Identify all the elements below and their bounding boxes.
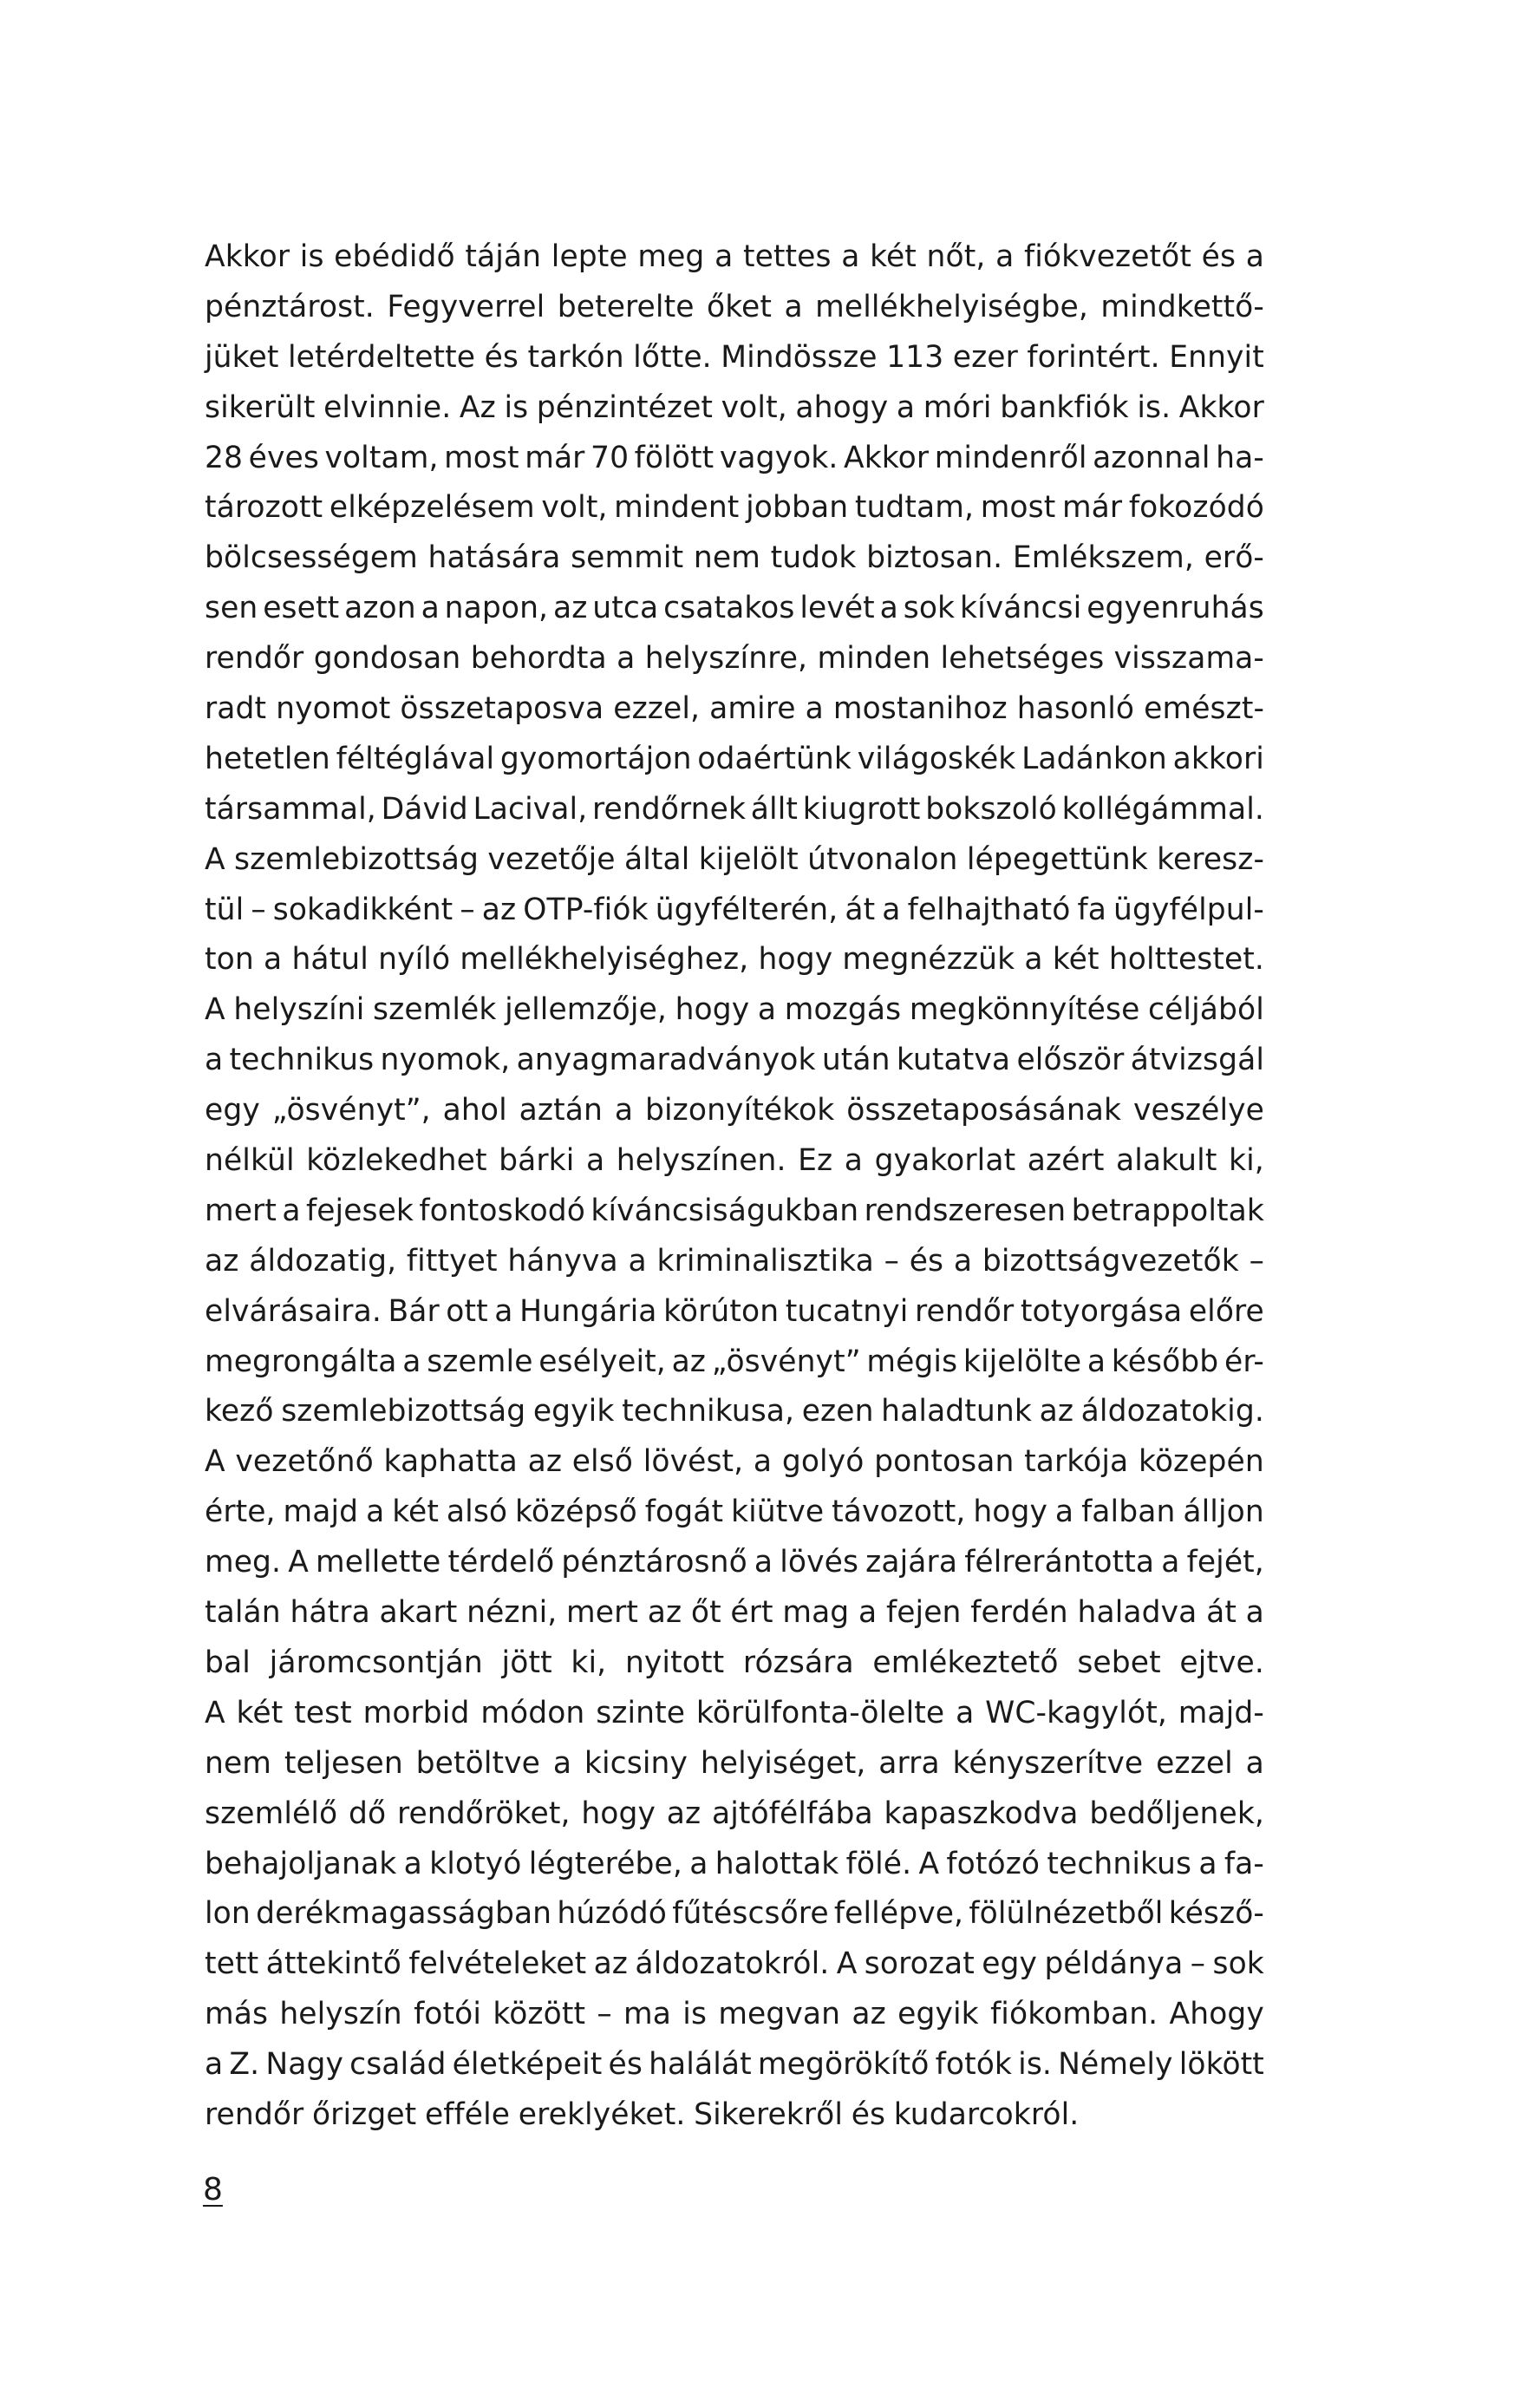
text-line: társammal, Dávid Lacival, rendőrnek állt kiugrott bokszoló kollégámmal. — [205, 791, 1264, 827]
text-line: A két test morbid módon szinte körülfonta-ölelte a WC-kagylót, majd- — [205, 1695, 1264, 1730]
text-line: behajoljanak a klotyó légterébe, a halottak fölé. A fotózó technikus a fa- — [205, 1846, 1264, 1881]
text-line: az áldozatig, fittyet hányva a kriminalisztika – és a bizottságvezetők – — [205, 1243, 1264, 1279]
text-line: rendőr gondosan behordta a helyszínre, minden lehetséges visszama- — [205, 641, 1264, 677]
text-line: rendőr őrizget efféle ereklyéket. Sikerekről és kudarcokról. — [205, 2096, 1080, 2132]
text-line: radt nyomot összetaposva ezzel, amire a mostanihoz hasonló emészt- — [205, 691, 1264, 727]
text-line: lon derékmagasságban húzódó fűtéscsőre fellépve, fölülnézetből késző- — [205, 1896, 1264, 1932]
text-line: A vezetőnő kaphatta az első lövést, a golyó pontosan tarkója közepén — [205, 1444, 1264, 1480]
body-text — [205, 232, 1264, 2141]
text-line: más helyszín fotói között – ma is megvan az egyik fiókomban. Ahogy — [205, 1997, 1264, 2032]
text-line: nélkül közlekedhet bárki a helyszínen. Ez a gyakorlat azért alakult ki, — [205, 1143, 1264, 1179]
text-line: talán hátra akart nézni, mert az őt ért mag a fejen ferdén haladva át a — [205, 1595, 1264, 1631]
text-line: sikerült elvinnie. Az is pénzintézet volt, ahogy a móri bankfiók is. Akkor — [205, 389, 1264, 425]
text-line: a Z. Nagy család életképeit és halálát megörökítő fotók is. Némely lökött — [205, 2047, 1264, 2083]
text-line: nem teljesen betöltve a kicsiny helyiséget, arra kényszerítve ezzel a — [205, 1745, 1264, 1781]
text-line: kező szemlebizottság egyik technikusa, ezen haladtunk az áldozatokig. — [205, 1394, 1264, 1429]
text-line: a technikus nyomok, anyagmaradványok után kutatva először átvizsgál — [205, 1043, 1264, 1078]
text-line: jüket letérdeltette és tarkón lőtte. Mindössze 113 ezer forintért. Ennyit — [205, 339, 1264, 375]
text-line: megrongálta a szemle esélyeit, az „ösvényt” mégis kijelölte a később ér- — [205, 1344, 1264, 1379]
text-line: 28 éves voltam, most már 70 fölött vagyok. Akkor mindenről azonnal ha- — [205, 440, 1264, 475]
text-line: mert a fejesek fontoskodó kíváncsiságukban rendszeresen betrappoltak — [205, 1193, 1264, 1228]
text-line: bal járomcsontján jött ki, nyitott rózsára emlékeztető sebet ejtve. — [205, 1645, 1264, 1680]
text-line: Akkor is ebédidő táján lepte meg a tettes a két nőt, a fiókvezetőt és a — [205, 239, 1264, 274]
text-line: A helyszíni szemlék jellemzője, hogy a mozgás megkönnyítése céljából — [205, 992, 1264, 1028]
text-line: ton a hátul nyíló mellékhelyiséghez, hogy megnézzük a két holttestet. — [205, 942, 1264, 978]
text-line: tül – sokadikként – az OTP-fiók ügyfélterén, át a felhajtható fa ügyfélpul- — [205, 892, 1264, 927]
text-line: pénztárost. Fegyverrel beterelte őket a mellékhelyiségbe, mindkettő- — [205, 289, 1264, 324]
text-line: tározott elképzelésem volt, mindent jobban tudtam, most már fokozódó — [205, 490, 1264, 526]
text-line: hetetlen féltéglával gyomortájon odaértünk világoskék Ladánkon akkori — [205, 741, 1264, 776]
text-line: elvárásaira. Bár ott a Hungária körúton tucatnyi rendőr totyorgása előre — [205, 1293, 1264, 1329]
text-line: tett áttekintő felvételeket az áldozatokról. A sorozat egy példánya – sok — [205, 1946, 1264, 1982]
page-number: 8 — [203, 2172, 223, 2208]
text-line: egy „ösvényt”, ahol aztán a bizonyítékok összetaposásának veszélye — [205, 1093, 1264, 1128]
text-line: bölcsességem hatására semmit nem tudok biztosan. Emlékszem, erő- — [205, 540, 1264, 576]
text-line: sen esett azon a napon, az utca csatakos levét a sok kíváncsi egyenruhás — [205, 591, 1264, 626]
text-line: szemlélő dő rendőröket, hogy az ajtófélfába kapaszkodva bedőljenek, — [205, 1796, 1264, 1831]
text-line: érte, majd a két alsó középső fogát kiütve távozott, hogy a falban álljon — [205, 1495, 1264, 1530]
text-line: meg. A mellette térdelő pénztárosnő a lövés zajára félrerántotta a fejét, — [205, 1545, 1264, 1580]
text-line: A szemlebizottság vezetője által kijelölt útvonalon lépegettünk keresz- — [205, 841, 1264, 877]
